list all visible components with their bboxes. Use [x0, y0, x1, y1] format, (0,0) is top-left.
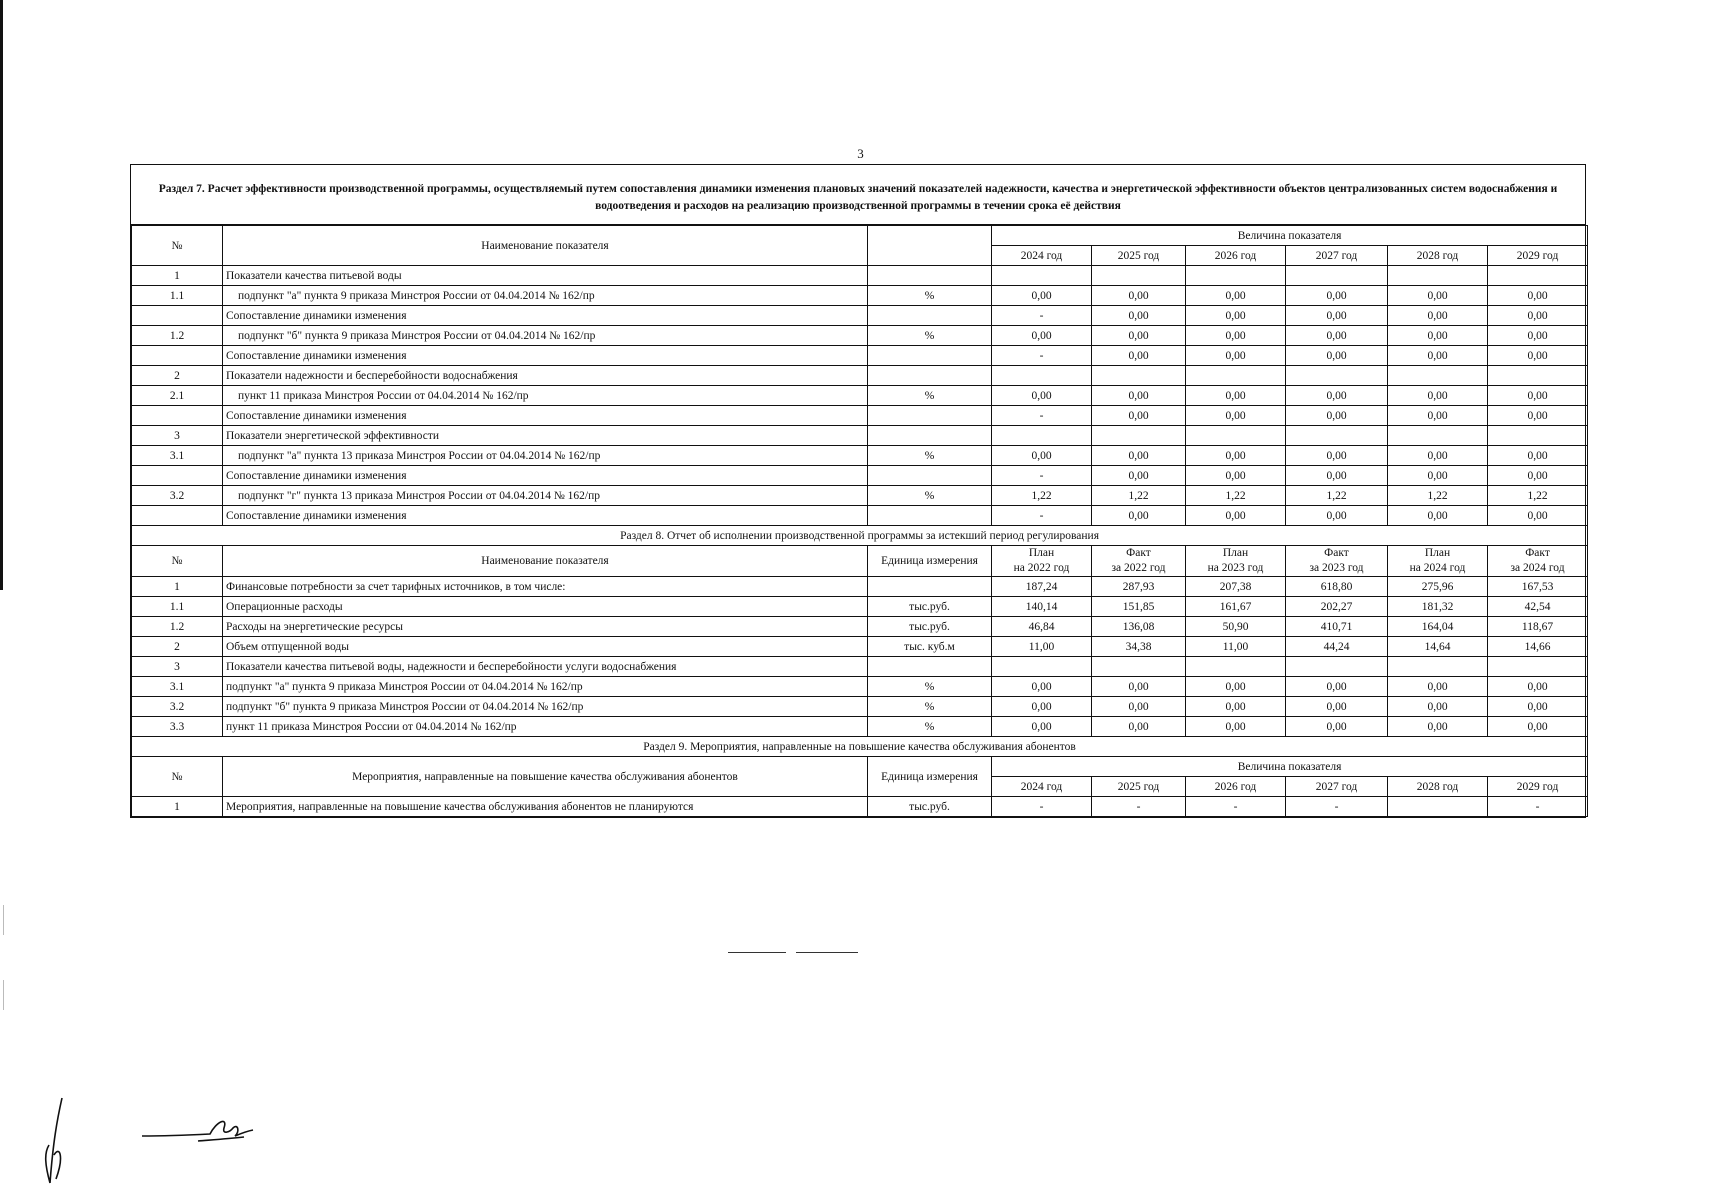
col-header-name: Мероприятия, направленные на повышение качества обслуживания абонентов [223, 757, 868, 797]
row-value: - [992, 306, 1092, 326]
row-value: 287,93 [1092, 577, 1186, 597]
table-row [132, 657, 1588, 677]
row-value [1092, 266, 1186, 286]
row-value: 0,00 [1488, 306, 1588, 326]
table-row [132, 366, 1588, 386]
row-value: 181,32 [1388, 597, 1488, 617]
scan-margin-mark [3, 905, 4, 935]
table-row [132, 266, 1588, 286]
col-header-year: 2027 год [1286, 246, 1388, 266]
row-value: 187,24 [992, 577, 1092, 597]
row-unit [868, 657, 992, 677]
col-header-year: 2027 год [1286, 777, 1388, 797]
row-value: 11,00 [992, 637, 1092, 657]
row-value: 1,22 [1388, 486, 1488, 506]
row-value [1186, 266, 1286, 286]
row-value: 0,00 [1388, 677, 1488, 697]
table-row [132, 677, 1588, 697]
row-value [1186, 426, 1286, 446]
row-value: 0,00 [1388, 466, 1488, 486]
row-value: 0,00 [1388, 446, 1488, 466]
row-value: 0,00 [992, 677, 1092, 697]
row-value [1092, 657, 1186, 677]
row-value [1286, 366, 1388, 386]
row-value [1388, 426, 1488, 446]
row-number: 1.1 [132, 286, 223, 306]
row-indicator-name: подпункт "а" пункта 13 приказа Минстроя России от 04.04.2014 № 162/пр [223, 446, 868, 466]
row-value: 0,00 [1488, 286, 1588, 306]
row-value: - [992, 506, 1092, 526]
table-row [132, 446, 1588, 466]
table-row [132, 486, 1588, 506]
row-value: 0,00 [1488, 406, 1588, 426]
table-row [132, 637, 1588, 657]
col-header-period: План на 2024 год [1388, 546, 1488, 577]
row-value: 0,00 [1286, 677, 1388, 697]
row-value: 0,00 [992, 386, 1092, 406]
col-header-year: 2025 год [1092, 246, 1186, 266]
row-value: - [1092, 797, 1186, 817]
row-unit: тыс.руб. [868, 617, 992, 637]
row-value: 136,08 [1092, 617, 1186, 637]
row-number: 3.3 [132, 717, 223, 737]
row-indicator-name: подпункт "а" пункта 9 приказа Минстроя России от 04.04.2014 № 162/пр [223, 286, 868, 306]
table-row [132, 326, 1588, 346]
row-unit [868, 506, 992, 526]
row-value: 1,22 [1186, 486, 1286, 506]
col-header-name: Наименование показателя [223, 546, 868, 577]
row-unit: % [868, 326, 992, 346]
row-unit [868, 426, 992, 446]
row-indicator-name: Показатели надежности и бесперебойности водоснабжения [223, 366, 868, 386]
row-indicator-name: Мероприятия, направленные на повышение качества обслуживания абонентов не планируются [223, 797, 868, 817]
row-value: 0,00 [1186, 326, 1286, 346]
row-number: 3.1 [132, 446, 223, 466]
row-value: 0,00 [992, 446, 1092, 466]
row-value: 14,64 [1388, 637, 1488, 657]
row-unit: % [868, 286, 992, 306]
row-indicator-name: Сопоставление динамики изменения [223, 466, 868, 486]
row-value [1388, 797, 1488, 817]
col-header-unit: Единица измерения [868, 757, 992, 797]
row-unit: % [868, 486, 992, 506]
col-header-value-group: Величина показателя [992, 226, 1588, 246]
row-value: 0,00 [1488, 677, 1588, 697]
row-value: 1,22 [1286, 486, 1388, 506]
row-value [1388, 366, 1488, 386]
row-value: 0,00 [1488, 717, 1588, 737]
row-indicator-name: Сопоставление динамики изменения [223, 306, 868, 326]
row-value [1488, 266, 1588, 286]
row-unit: тыс.руб. [868, 797, 992, 817]
row-value: 0,00 [1286, 386, 1388, 406]
document-table-frame [130, 164, 1586, 818]
row-value: 11,00 [1186, 637, 1286, 657]
row-value: 0,00 [1092, 717, 1186, 737]
row-indicator-name: Операционные расходы [223, 597, 868, 617]
row-value: 0,00 [992, 697, 1092, 717]
table-row [132, 466, 1588, 486]
row-number: 1 [132, 577, 223, 597]
row-value: 0,00 [1488, 346, 1588, 366]
row-number: 2 [132, 637, 223, 657]
row-value: 151,85 [1092, 597, 1186, 617]
row-value [1186, 366, 1286, 386]
row-value: 0,00 [1488, 386, 1588, 406]
row-indicator-name: подпункт "б" пункта 9 приказа Минстроя России от 04.04.2014 № 162/пр [223, 697, 868, 717]
row-value [992, 366, 1092, 386]
row-value [1092, 426, 1186, 446]
row-number: 3.1 [132, 677, 223, 697]
row-number [132, 506, 223, 526]
col-header-year: 2028 год [1388, 246, 1488, 266]
row-unit: % [868, 446, 992, 466]
row-value: 118,67 [1488, 617, 1588, 637]
row-value: 42,54 [1488, 597, 1588, 617]
row-value: 0,00 [1092, 326, 1186, 346]
row-value: 0,00 [1092, 697, 1186, 717]
row-value: 34,38 [1092, 637, 1186, 657]
row-value: 0,00 [1286, 286, 1388, 306]
row-value [992, 657, 1092, 677]
row-value: 410,71 [1286, 617, 1388, 637]
col-header-year: 2028 год [1388, 777, 1488, 797]
row-value: 0,00 [1092, 286, 1186, 306]
row-indicator-name: Расходы на энергетические ресурсы [223, 617, 868, 637]
col-header-period: План на 2022 год [992, 546, 1092, 577]
row-value: 0,00 [1186, 466, 1286, 486]
col-header-num: № [132, 226, 223, 266]
row-value: 0,00 [1388, 346, 1488, 366]
col-header-period: Факт за 2022 год [1092, 546, 1186, 577]
row-value: 0,00 [992, 717, 1092, 737]
row-unit: % [868, 697, 992, 717]
row-value [1388, 657, 1488, 677]
row-value: 0,00 [1388, 506, 1488, 526]
row-value: 0,00 [1286, 466, 1388, 486]
separator-line [728, 952, 786, 953]
row-value: 0,00 [1092, 446, 1186, 466]
row-value [992, 426, 1092, 446]
row-value: 0,00 [1092, 306, 1186, 326]
row-value [1286, 657, 1388, 677]
row-number: 3.2 [132, 486, 223, 506]
row-indicator-name: Сопоставление динамики изменения [223, 506, 868, 526]
col-header-period: Факт за 2024 год [1488, 546, 1588, 577]
row-value: 44,24 [1286, 637, 1388, 657]
row-value: 1,22 [1488, 486, 1588, 506]
section7-title: Раздел 7. Расчет эффективности производственной программы, осуществляемый путем сопоставления динамики изменения плановых значений показателей надежности, качества и энергетической эффективности объектов централизованных систем водоснабжения и водоотведения и расходов на реализацию производственной программы в течении срока её действия [131, 165, 1585, 225]
row-value: 0,00 [1092, 386, 1186, 406]
row-value: 46,84 [992, 617, 1092, 637]
row-number: 1 [132, 266, 223, 286]
row-value: 202,27 [1286, 597, 1388, 617]
row-value: 0,00 [1286, 406, 1388, 426]
scan-margin-mark [3, 980, 4, 1010]
row-indicator-name: Объем отпущенной воды [223, 637, 868, 657]
row-value: 167,53 [1488, 577, 1588, 597]
row-value [1286, 266, 1388, 286]
table-row [132, 577, 1588, 597]
row-value: 0,00 [1186, 346, 1286, 366]
row-value [992, 266, 1092, 286]
row-unit: тыс. куб.м [868, 637, 992, 657]
row-value: 0,00 [1186, 306, 1286, 326]
row-value: - [1186, 797, 1286, 817]
row-value: 0,00 [1092, 346, 1186, 366]
scan-left-edge [0, 0, 3, 590]
row-value: 0,00 [1186, 286, 1286, 306]
table-row [132, 426, 1588, 446]
row-value: 0,00 [1092, 506, 1186, 526]
col-header-year: 2024 год [992, 246, 1092, 266]
row-value: 0,00 [1286, 346, 1388, 366]
row-value: 0,00 [1388, 386, 1488, 406]
row-value: 0,00 [1488, 506, 1588, 526]
row-number: 1 [132, 797, 223, 817]
row-unit [868, 266, 992, 286]
section8-body [132, 577, 1588, 737]
row-indicator-name: пункт 11 приказа Минстроя России от 04.04.2014 № 162/пр [223, 717, 868, 737]
row-value: 0,00 [1286, 717, 1388, 737]
section9-title: Раздел 9. Мероприятия, направленные на повышение качества обслуживания абонентов [132, 737, 1588, 757]
row-value: - [1488, 797, 1588, 817]
row-value: - [992, 797, 1092, 817]
row-value: 0,00 [1186, 717, 1286, 737]
row-value: 0,00 [1186, 386, 1286, 406]
col-header-num: № [132, 757, 223, 797]
col-header-year: 2029 год [1488, 777, 1588, 797]
row-value: 275,96 [1388, 577, 1488, 597]
row-value: 0,00 [992, 326, 1092, 346]
col-header-year: 2029 год [1488, 246, 1588, 266]
table-row [132, 386, 1588, 406]
row-value: 0,00 [1388, 717, 1488, 737]
row-value: 0,00 [1488, 326, 1588, 346]
col-header-year: 2025 год [1092, 777, 1186, 797]
row-value: 0,00 [1092, 406, 1186, 426]
col-header-num: № [132, 546, 223, 577]
row-unit: тыс.руб. [868, 597, 992, 617]
row-value: 161,67 [1186, 597, 1286, 617]
row-value: 14,66 [1488, 637, 1588, 657]
row-number: 1.2 [132, 326, 223, 346]
table-row [132, 617, 1588, 637]
table-row [132, 597, 1588, 617]
row-value: 0,00 [1092, 677, 1186, 697]
table-row [132, 506, 1588, 526]
row-value: 0,00 [1488, 466, 1588, 486]
row-number [132, 346, 223, 366]
row-value: 0,00 [1388, 286, 1488, 306]
row-value: 140,14 [992, 597, 1092, 617]
row-unit [868, 306, 992, 326]
col-header-unit: Единица измерения [868, 546, 992, 577]
row-indicator-name: Сопоставление динамики изменения [223, 346, 868, 366]
row-indicator-name: подпункт "г" пункта 13 приказа Минстроя России от 04.04.2014 № 162/пр [223, 486, 868, 506]
col-header-name: Наименование показателя [223, 226, 868, 266]
row-value: 50,90 [1186, 617, 1286, 637]
row-value: 207,38 [1186, 577, 1286, 597]
section8-header-row [132, 546, 1588, 577]
row-number: 3 [132, 657, 223, 677]
signature-mark-right [140, 1110, 255, 1150]
row-number [132, 406, 223, 426]
row-unit [868, 346, 992, 366]
row-indicator-name: подпункт "б" пункта 9 приказа Минстроя России от 04.04.2014 № 162/пр [223, 326, 868, 346]
row-number [132, 466, 223, 486]
col-header-period: План на 2023 год [1186, 546, 1286, 577]
row-indicator-name: Сопоставление динамики изменения [223, 406, 868, 426]
page-number: 3 [857, 146, 864, 161]
row-value: 1,22 [1092, 486, 1186, 506]
row-unit [868, 406, 992, 426]
row-value: 0,00 [992, 286, 1092, 306]
row-unit [868, 577, 992, 597]
row-value [1092, 366, 1186, 386]
row-value [1488, 366, 1588, 386]
row-value: 0,00 [1186, 697, 1286, 717]
row-unit: % [868, 677, 992, 697]
row-number: 2 [132, 366, 223, 386]
row-indicator-name: Показатели энергетической эффективности [223, 426, 868, 446]
table-row [132, 697, 1588, 717]
row-value: 1,22 [992, 486, 1092, 506]
row-value [1186, 657, 1286, 677]
table-row [132, 406, 1588, 426]
section7-body [132, 266, 1588, 526]
separator-line [796, 952, 858, 953]
row-value: 0,00 [1388, 326, 1488, 346]
row-indicator-name: Показатели качества питьевой воды, надежности и бесперебойности услуги водоснабжения [223, 657, 868, 677]
row-number: 1.2 [132, 617, 223, 637]
row-number: 3.2 [132, 697, 223, 717]
row-unit [868, 366, 992, 386]
row-value: 0,00 [1186, 406, 1286, 426]
row-value: 0,00 [1186, 677, 1286, 697]
row-value [1388, 266, 1488, 286]
row-value: - [1286, 797, 1388, 817]
row-value: 0,00 [1092, 466, 1186, 486]
row-number [132, 306, 223, 326]
row-indicator-name: Финансовые потребности за счет тарифных источников, в том числе: [223, 577, 868, 597]
section8-title-row [132, 526, 1588, 546]
row-value: 618,80 [1286, 577, 1388, 597]
section9-title-row [132, 737, 1588, 757]
row-number: 3 [132, 426, 223, 446]
row-value: - [992, 346, 1092, 366]
row-number: 2.1 [132, 386, 223, 406]
row-value: - [992, 466, 1092, 486]
document-table [131, 225, 1588, 817]
row-value: 0,00 [1286, 697, 1388, 717]
row-value: 0,00 [1488, 446, 1588, 466]
table-row [132, 306, 1588, 326]
col-header-period: Факт за 2023 год [1286, 546, 1388, 577]
row-value: - [992, 406, 1092, 426]
table-row [132, 717, 1588, 737]
col-header-year: 2024 год [992, 777, 1092, 797]
section7-header-row [132, 226, 1588, 246]
table-row [132, 797, 1588, 817]
section9-header-row [132, 757, 1588, 777]
row-value: 0,00 [1186, 446, 1286, 466]
row-value: 0,00 [1488, 697, 1588, 717]
col-header-year: 2026 год [1186, 777, 1286, 797]
row-value: 0,00 [1286, 446, 1388, 466]
table-row [132, 346, 1588, 366]
col-header-value-group: Величина показателя [992, 757, 1588, 777]
row-unit: % [868, 717, 992, 737]
row-value: 0,00 [1286, 306, 1388, 326]
table-row [132, 286, 1588, 306]
row-value: 164,04 [1388, 617, 1488, 637]
row-indicator-name: пункт 11 приказа Минстроя России от 04.04.2014 № 162/пр [223, 386, 868, 406]
row-value [1488, 426, 1588, 446]
col-header-unit [868, 226, 992, 266]
row-unit: % [868, 386, 992, 406]
col-header-year: 2026 год [1186, 246, 1286, 266]
section8-title: Раздел 8. Отчет об исполнении производственной программы за истекший период регулирования [132, 526, 1588, 546]
row-value: 0,00 [1388, 406, 1488, 426]
row-value: 0,00 [1286, 326, 1388, 346]
row-indicator-name: Показатели качества питьевой воды [223, 266, 868, 286]
row-value [1286, 426, 1388, 446]
row-value: 0,00 [1186, 506, 1286, 526]
row-indicator-name: подпункт "а" пункта 9 приказа Минстроя России от 04.04.2014 № 162/пр [223, 677, 868, 697]
row-value: 0,00 [1388, 306, 1488, 326]
row-value: 0,00 [1286, 506, 1388, 526]
signature-mark-left [40, 1095, 70, 1190]
row-value [1488, 657, 1588, 677]
row-number: 1.1 [132, 597, 223, 617]
section9-body [132, 797, 1588, 817]
row-value: 0,00 [1388, 697, 1488, 717]
row-unit [868, 466, 992, 486]
